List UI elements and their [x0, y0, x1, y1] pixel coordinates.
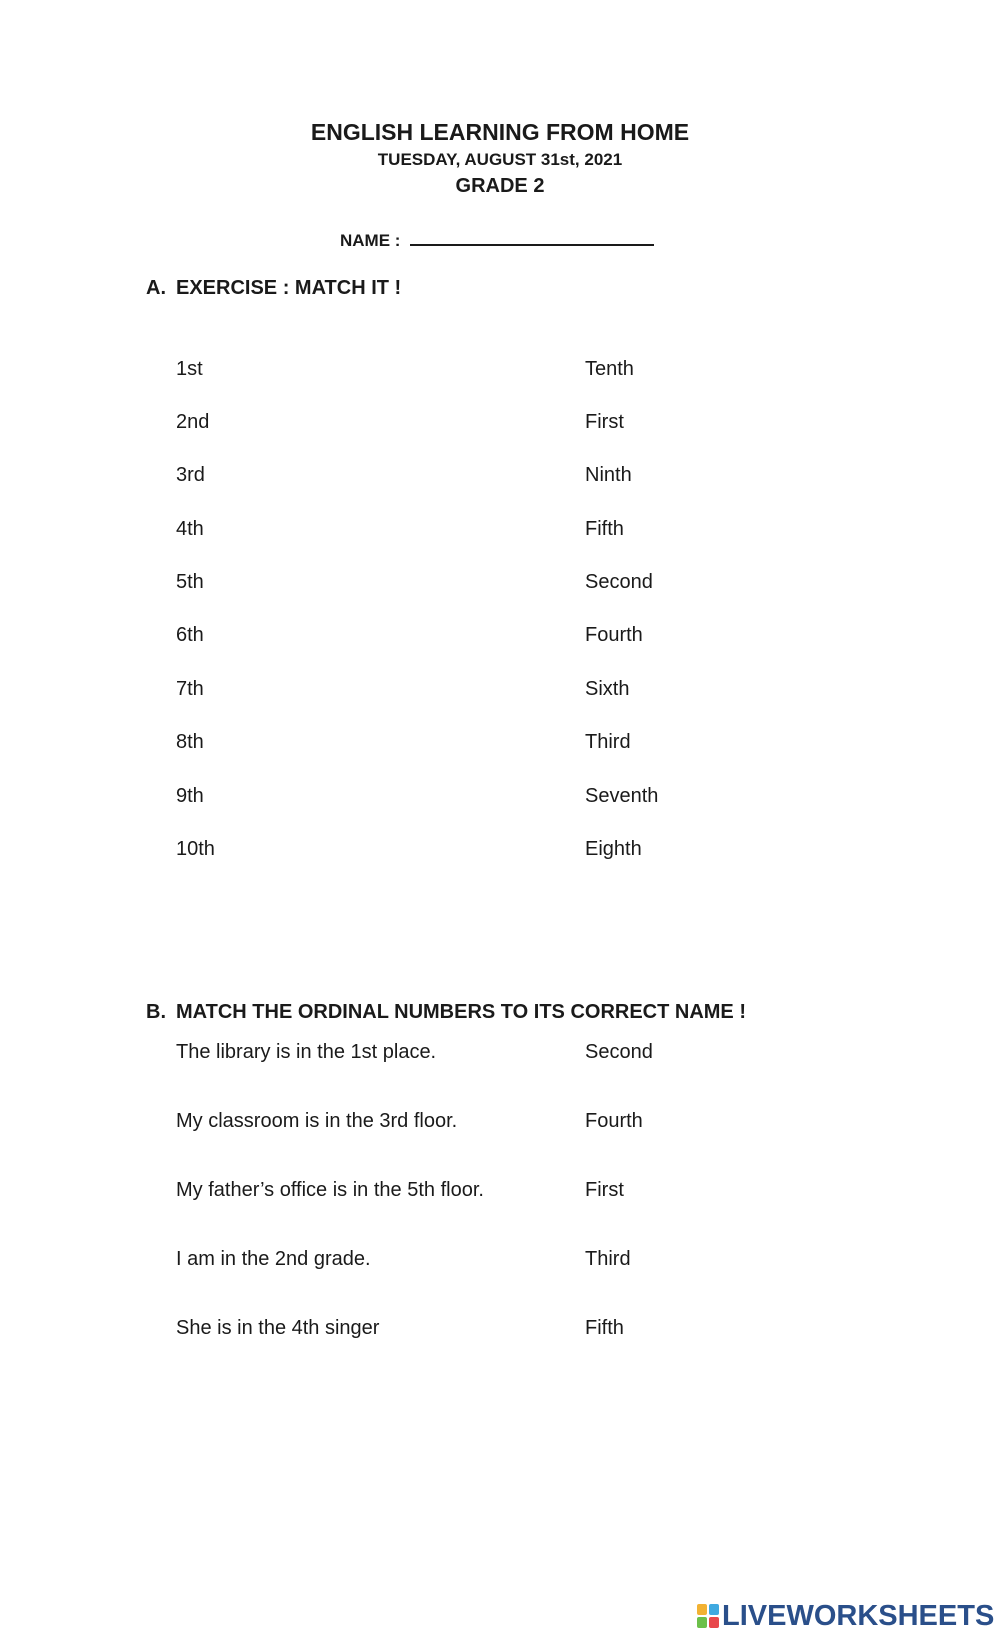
- section-a-right-item: Eighth: [585, 838, 642, 860]
- section-b-ordinal-word: Fifth: [585, 1317, 624, 1339]
- section-a-right-item: Seventh: [585, 785, 659, 807]
- section-a-left-item: 10th: [176, 838, 215, 860]
- section-a-left-item: 8th: [176, 731, 204, 753]
- name-blank-line[interactable]: [410, 230, 654, 246]
- section-b-sentence: My father’s office is in the 5th floor.: [176, 1179, 484, 1201]
- section-a-letter: A.: [146, 277, 166, 299]
- name-row: [340, 230, 654, 251]
- logo-square: [709, 1617, 719, 1628]
- liveworksheets-logo-text: LIVEWORKSHEETS: [722, 1599, 995, 1632]
- section-b-sentence: The library is in the 1st place.: [176, 1041, 437, 1063]
- liveworksheets-logo: [697, 1599, 994, 1633]
- section-a-left-item: 7th: [176, 678, 204, 700]
- section-b-title: MATCH THE ORDINAL NUMBERS TO ITS CORRECT NAME !: [176, 1001, 746, 1023]
- worksheet-date: TUESDAY, AUGUST 31st, 2021: [377, 150, 623, 169]
- section-a-heading: [146, 277, 401, 300]
- worksheet-grade: GRADE 2: [455, 175, 545, 197]
- section-a-right-item: Ninth: [585, 464, 632, 486]
- logo-square: [697, 1604, 707, 1615]
- section-a-left-item: 1st: [176, 358, 203, 380]
- section-b-sentence: She is in the 4th singer: [176, 1317, 380, 1339]
- section-a-title: EXERCISE : MATCH IT !: [176, 277, 402, 299]
- section-a-left-item: 9th: [176, 785, 204, 807]
- worksheet-title: ENGLISH LEARNING FROM HOME: [310, 119, 690, 145]
- section-a-right-item: Second: [585, 571, 653, 593]
- section-b-ordinal-word: Fourth: [585, 1110, 643, 1132]
- section-a-left-item: 2nd: [176, 411, 210, 433]
- section-b-ordinal-word: Third: [585, 1248, 631, 1270]
- section-a-right-item: Third: [585, 731, 631, 753]
- section-b-heading: [146, 1001, 746, 1024]
- section-a-right-item: Fifth: [585, 518, 624, 540]
- section-b-ordinal-word: Second: [585, 1041, 653, 1063]
- section-a-left-item: 4th: [176, 518, 204, 540]
- section-b-letter: B.: [146, 1001, 166, 1023]
- section-a-right-item: Sixth: [585, 678, 630, 700]
- section-a-right-item: First: [585, 411, 624, 433]
- logo-square: [697, 1617, 707, 1628]
- section-a-left-item: 6th: [176, 624, 204, 646]
- section-a-right-item: Tenth: [585, 358, 634, 380]
- section-b-sentence: My classroom is in the 3rd floor.: [176, 1110, 458, 1132]
- section-a-right-item: Fourth: [585, 624, 643, 646]
- logo-square: [709, 1604, 719, 1615]
- section-b-sentence: I am in the 2nd grade.: [176, 1248, 371, 1270]
- section-a-left-item: 5th: [176, 571, 204, 593]
- liveworksheets-logo-icon: [697, 1604, 719, 1628]
- section-a-left-item: 3rd: [176, 464, 205, 486]
- section-b-ordinal-word: First: [585, 1179, 624, 1201]
- name-label: NAME :: [340, 231, 401, 250]
